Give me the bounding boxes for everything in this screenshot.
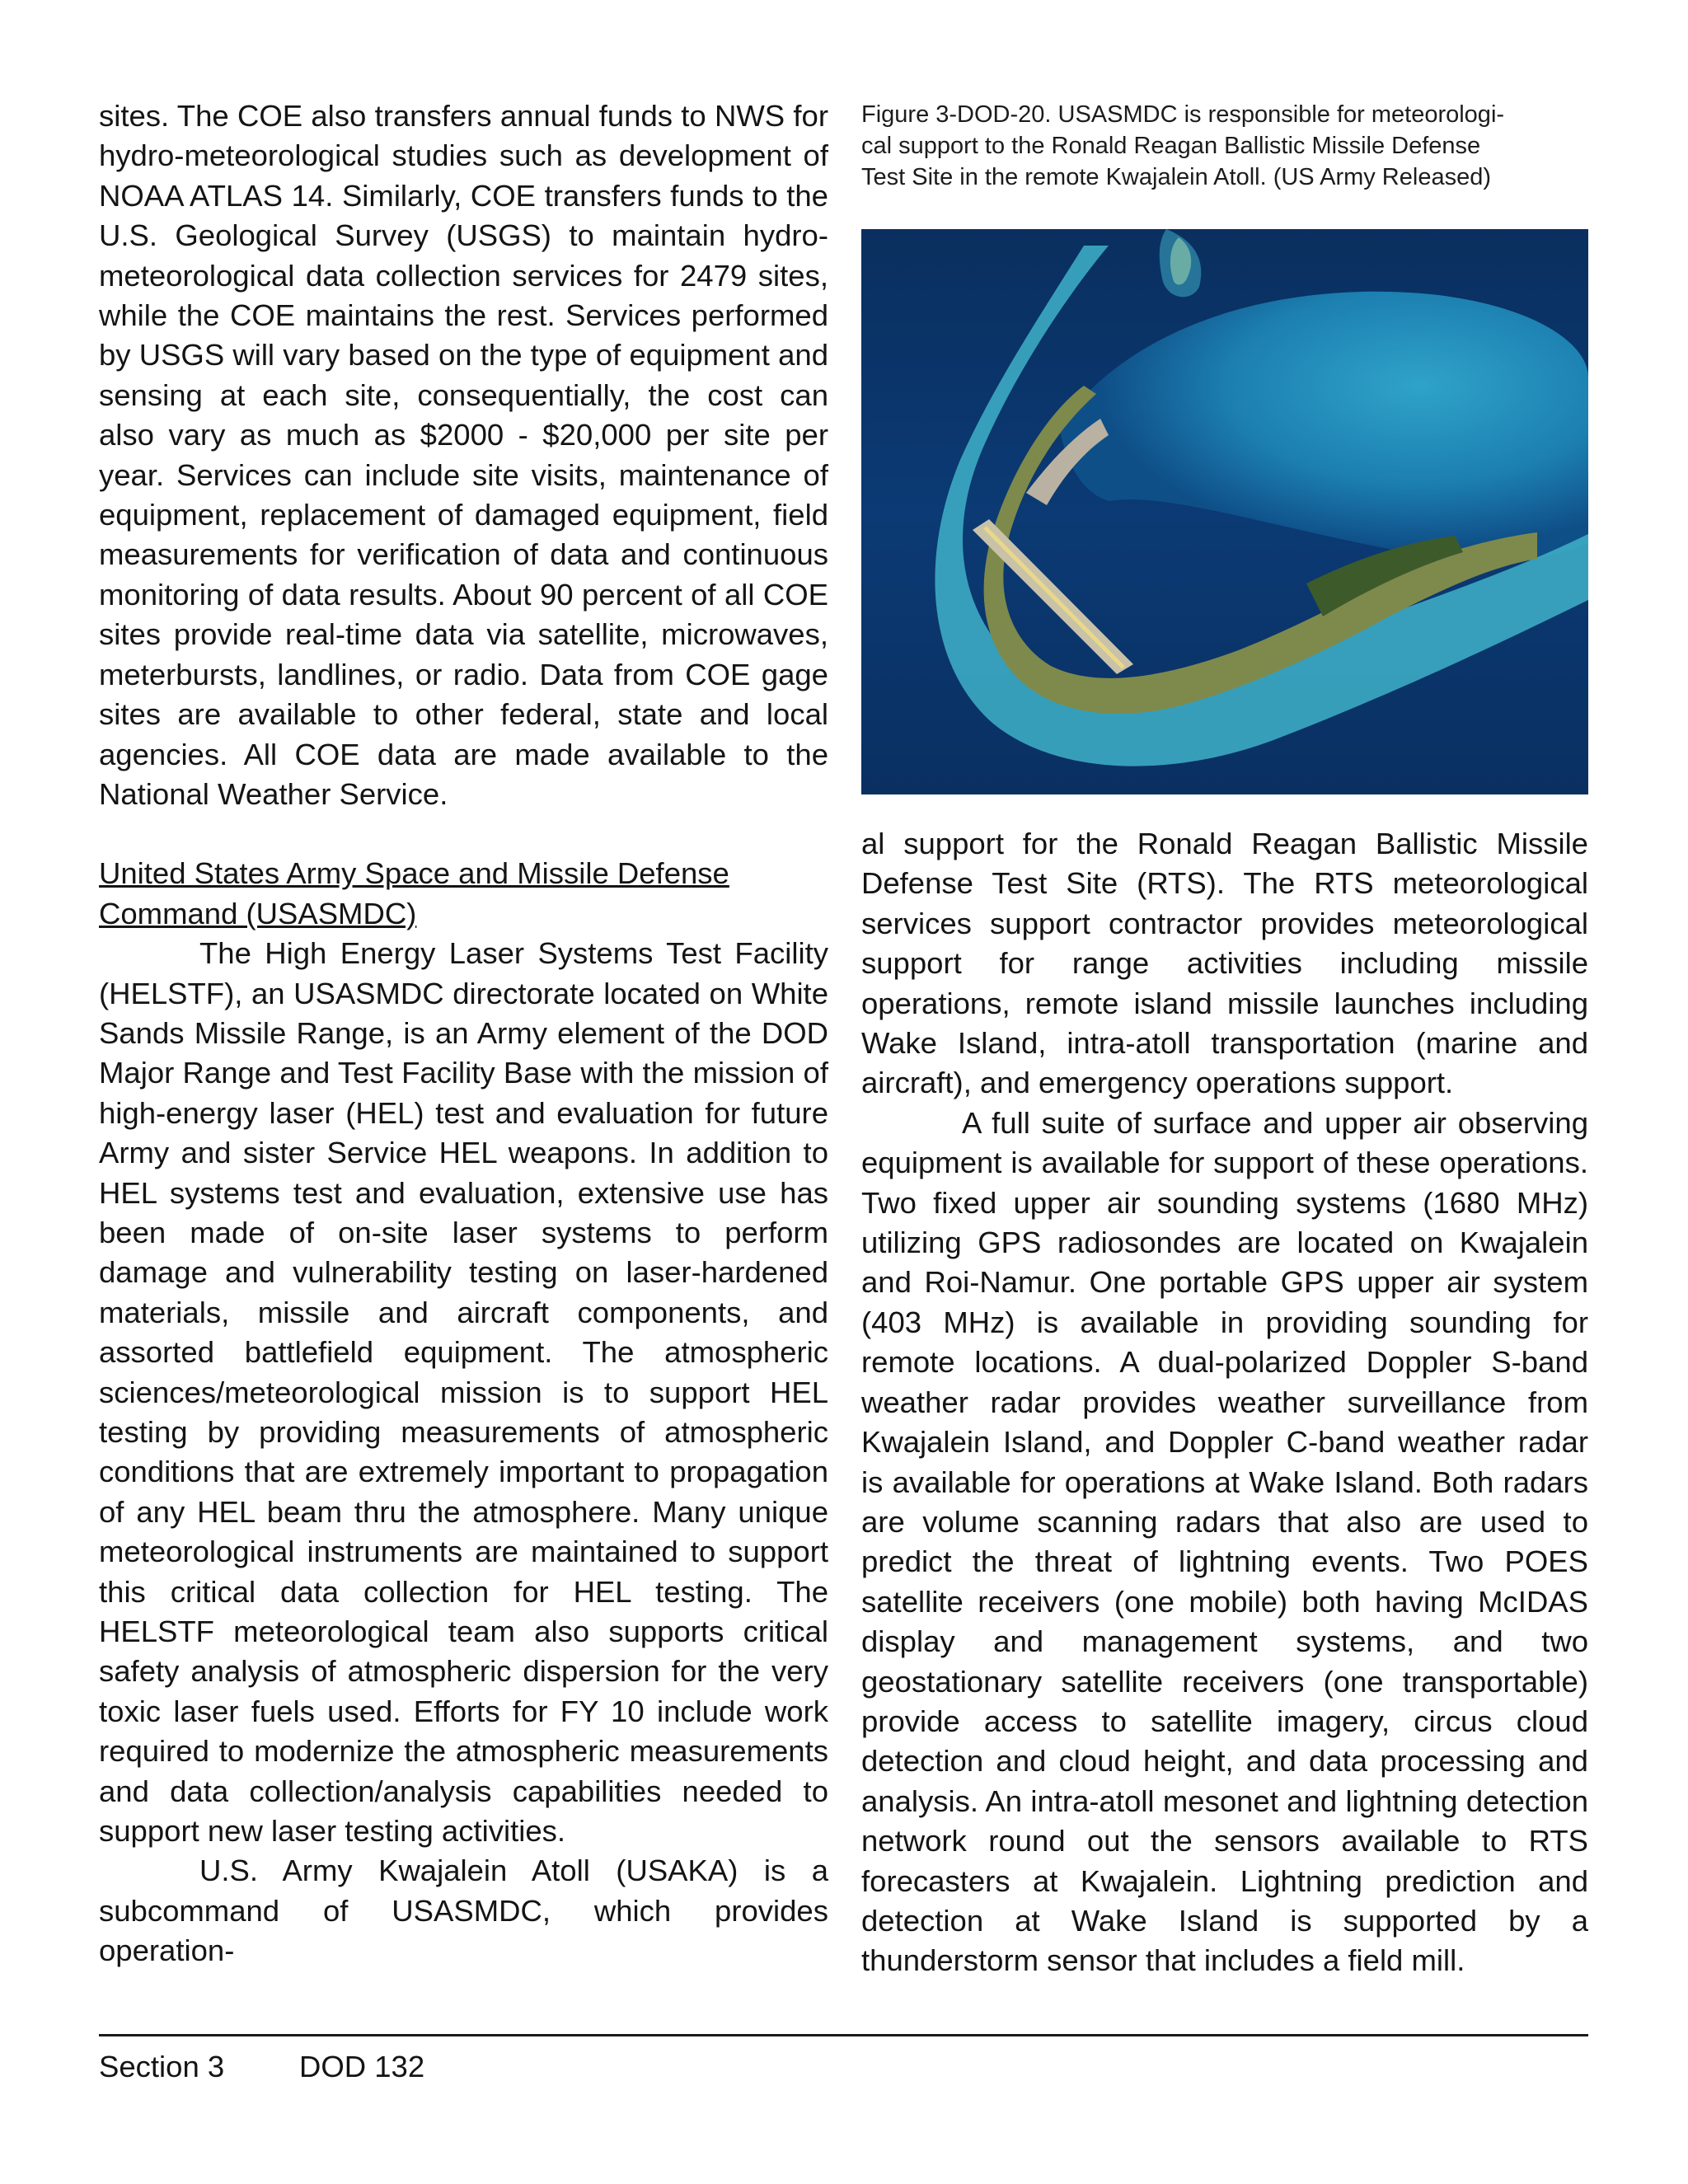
body-paragraph: sites. The COE also transfers annual funds to NWS for hydro-meteorological studies such as development of NOAA ATLAS 14. Similarly, COE transfers funds to the U.S. Geological Survey (USGS) to maintain hydro-meteorological data collection services for 2479 sites, while the COE maintains the rest. Services performed by USGS will vary based on the type of equipment and sensing at each site, consequentially, the cost can also vary as much as $2000 - $20,000 per site per year. Services can include site visits, maintenance of equipment, replacement of damaged equipment, field measurements for verification of data and continuous monitoring of data results. About 90 percent of all COE sites provide real-time data via satellite, microwaves, meterbursts, landlines, or radio. Data from COE gage sites are available to other federal, state and local agencies. All COE data are made available to the National Weather Service. xyxy=(99,99,828,811)
figure-caption xyxy=(861,99,1595,193)
footer-page-number: DOD 132 xyxy=(299,2050,425,2083)
atoll-aerial-photo xyxy=(861,229,1588,794)
footer-divider xyxy=(99,2034,1588,2036)
body-paragraph: The High Energy Laser Systems Test Facility (HELSTF), an USASMDC directorate located on White Sands Missile Range, is an Army element of the DOD Major Range and Test Facility Base with the mission of high-energy laser (HEL) test and evaluation for future Army and sister Service HEL weapons. In addition to HEL systems test and evaluation, extensive use has been made of on-site laser systems to perform damage and vulnerability testing on laser-hardened materials, missile and aircraft components, and assorted battlefield equipment. The atmospheric sciences/meteorological mission is to support HEL testing by providing measurements of atmospheric conditions that are extremely important to propagation of any HEL beam thru the atmosphere. Many unique meteorological instruments are maintained to support this critical data collection for HEL testing. The HELSTF meteorological team also supports critical safety analysis of atmospheric dispersion for the very toxic laser fuels used. Efforts for FY 10 include work required to modernize the atmospheric measurements and data collection/analysis capabilities needed to support new laser testing activities. xyxy=(99,936,828,1849)
body-paragraph: U.S. Army Kwajalein Atoll (USAKA) is a subcommand of USASMDC, which provides operation- xyxy=(99,1854,828,1968)
right-column xyxy=(861,824,1588,1981)
body-paragraph: A full suite of surface and upper air observing equipment is available for support of these operations. Two fixed upper air sounding systems (1680 MHz) utilizing GPS radiosondes are located on Kwajalein and Roi-Namur. One portable GPS upper air system (403 MHz) is available in providing sounding for remote locations. A dual-polarized Doppler S-band weather radar provides weather surveillance from Kwajalein Island, and Doppler C-band weather radar is available for operations at Wake Island. Both radars are volume scanning radars that also are used to predict the threat of lightning events. Two POES satellite receivers (one mobile) both having McIDAS display and management systems, and two geostationary satellite receivers (one transportable) provide access to satellite imagery, circus cloud detection and cloud height, and data processing and analysis. An intra-atoll mesonet and lightning detection network round out the sensors available to RTS forecasters at Kwajalein. Lightning prediction and detection at Wake Island is supported by a thunderstorm sensor that includes a field mill. xyxy=(861,1105,1588,1978)
caption-line: cal support to the Ronald Reagan Ballistic Missile Defense xyxy=(861,133,1481,159)
caption-line: Figure 3-DOD-20. USASMDC is responsible for meteorologi- xyxy=(861,101,1505,128)
footer-section-label: Section 3 xyxy=(99,2050,225,2083)
caption-line: Test Site in the remote Kwajalein Atoll. (US Army Released) xyxy=(861,164,1491,190)
left-column xyxy=(99,96,828,1971)
page-footer xyxy=(99,2047,424,2087)
body-paragraph: al support for the Ronald Reagan Ballistic Missile Defense Test Site (RTS). The RTS meteorological services support contractor provides meteorological support for range activities including missile operations, remote island missile launches including Wake Island, intra-atoll transportation (marine and aircraft), and emergency operations support. xyxy=(861,827,1588,1100)
section-heading: United States Army Space and Missile Defense Command (USASMDC) xyxy=(99,856,729,930)
